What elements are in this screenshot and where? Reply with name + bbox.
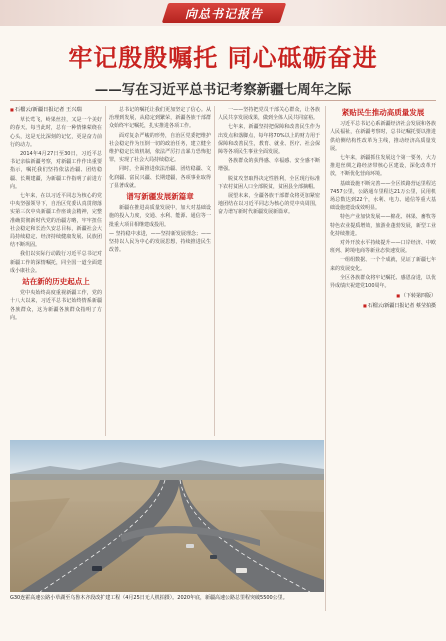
column-divider <box>105 106 106 436</box>
paragraph: 党中央始终高度重视新疆工作，党的十八大以来，习近平总书记始终情系新疆各族群众，这为新疆各族群众指明了方向。 <box>10 290 102 321</box>
article-column-4 <box>330 106 436 611</box>
continued-note: ■ （下转第四版） <box>330 292 436 300</box>
article-column-2 <box>109 106 211 436</box>
photo-credit: ■ 石榴云/新疆日报记者 蔡莹拍摄 <box>330 302 436 310</box>
paragraph: 草长莺飞，岭果丝挂，又是一个美好的春天。每当此时，总有一种情愫萦绕在心头，这是无比深刻的记忆，更是奋力前行的动力。 <box>10 117 102 148</box>
headline: 牢记殷殷嘱托 同心砥砺奋进 <box>68 44 378 72</box>
section-heading: 站在新的历史起点上 <box>22 277 90 287</box>
paragraph: 全区各族群众将牢记嘱托、感恩奋进，以优异成绩庆祝建党100周年。 <box>330 274 436 290</box>
paragraph: 习近平总书记心系新疆经济社会发展和各族人民福祉，在新疆考察时，总书记嘱托要以推进供给侧结构性改革为主线，推动经济高质量发展。 <box>330 121 436 152</box>
title-rule <box>10 100 436 101</box>
paragraph: 一组组数据、一个个成就，见证了新疆七年来的发展变化。 <box>330 257 436 272</box>
paragraph: — 坚持稳中求进，——坚持新发展理念；——坚持以人民为中心的发展思想，持续推进民生改善。 <box>109 230 211 255</box>
column-divider <box>325 106 326 611</box>
banner-label: 向总书记报告 <box>184 7 263 21</box>
paragraph: 特色产业加快发展——棉花、林果、畜牧等特色农业提质增效，旅游业蓬勃发展，新型工业化持续推进。 <box>330 214 436 237</box>
paragraph: 展望未来，全疆各族干部群众将更加紧密地团结在以习近平同志为核心的党中央周围，奋力谱写新时代新疆发展新篇章。 <box>218 193 320 216</box>
section-heading: 谱写新疆发展新篇章 <box>126 192 194 202</box>
paragraph: 我们以实际行动践行习近平总书记对新疆工作的深情嘱托，同全国一道全面建成小康社会。 <box>10 251 102 274</box>
article-column-1 <box>10 106 102 436</box>
paragraph: 新疆在推进高质量发展中，加大对基础设施的投入力度，交通、水利、能源、通信等一批重大项目相继建成投用。 <box>109 205 211 228</box>
photo-caption: G30连霍高速公路小草湖至乌鲁木齐段改扩建工程（4月25日无人机拍摄）。2020年底，新疆高速公路总里程突破5500公里。 <box>10 595 288 601</box>
paragraph: 脱贫攻坚取得决定性胜利，全区现行标准下农村贫困人口全部脱贫，贫困县全部摘帽。 <box>218 175 320 190</box>
paragraph: 七年来，新疆抓住发展这个第一要务，大力推进丝绸之路经济带核心区建设，深化改革开放，不断优化营商环境。 <box>330 155 436 178</box>
subheadline: ——写在习近平总书记考察新疆七周年之际 <box>94 82 352 98</box>
column-divider <box>214 106 215 436</box>
paragraph: 总书记的嘱托让我们更加坚定了信心。从治理到发展，从稳定到繁荣，新疆各族干部群众始终牢记嘱托，扎实推进各项工作。 <box>109 107 211 130</box>
section-heading: 紧贴民生推动高质量发展 <box>341 108 425 117</box>
paragraph: 七年来，新疆坚持把保障和改善民生作为出发点和落脚点，每年将70%以上的财力用于保障和改善民生，教育、就业、医疗、社会保障等各项民生事业全面发展。 <box>218 124 320 156</box>
paragraph: 七年来，在以习近平同志为核心的党中央坚强领导下，自治区党委认真贯彻落实第三次中央新疆工作座谈会精神，完整准确贯彻新时代党的治疆方略，牢牢扭住社会稳定和长治久安总目标，新疆社会大局持续稳定、经济持续健康发展、民族团结不断巩固。 <box>10 193 102 249</box>
paragraph: 同时，全面推进依法治疆、团结稳疆、文化润疆、富民兴疆、长期建疆，各项事业取得了显著成就。 <box>109 166 211 189</box>
highway-illustration <box>10 440 324 592</box>
article-column-3 <box>218 106 320 436</box>
paragraph: 对外开放水平持续提升——口岸经济、中欧班列、跨境电商等新业态快速发展。 <box>330 240 436 255</box>
section-banner <box>0 0 446 26</box>
paragraph: 面对复杂严峻的形势，自治区党委把维护社会稳定作为压倒一切的政治任务，建立健全维护稳定长效机制，依法严厉打击暴力恐怖犯罪，实现了社会大局持续稳定。 <box>109 132 211 164</box>
paragraph: 基础设施不断完善——全区铁路营运里程达7457公里，公路通车里程达21万公里，民用机场总数达到22个，水利、电力、通信等重大基础设施建设成效明显。 <box>330 180 436 212</box>
byline: ■ 石榴云/新疆日报记者 王兴瑞 <box>10 106 102 114</box>
paragraph: 2014年4月27日至30日，习近平总书记亲临新疆考察，对新疆工作作出重要指示，嘱托我们坚持依法治疆、团结稳疆、长期建疆，为新疆工作指明了前进方向。 <box>10 151 102 190</box>
paragraph: 一——坚持把党员干部关心群众，让各族人民共享发展成果，做到全体人民共同富裕。 <box>218 107 320 122</box>
highway-photo <box>10 440 324 592</box>
paragraph: 各族群众的获得感、幸福感、安全感不断增强。 <box>218 158 320 173</box>
